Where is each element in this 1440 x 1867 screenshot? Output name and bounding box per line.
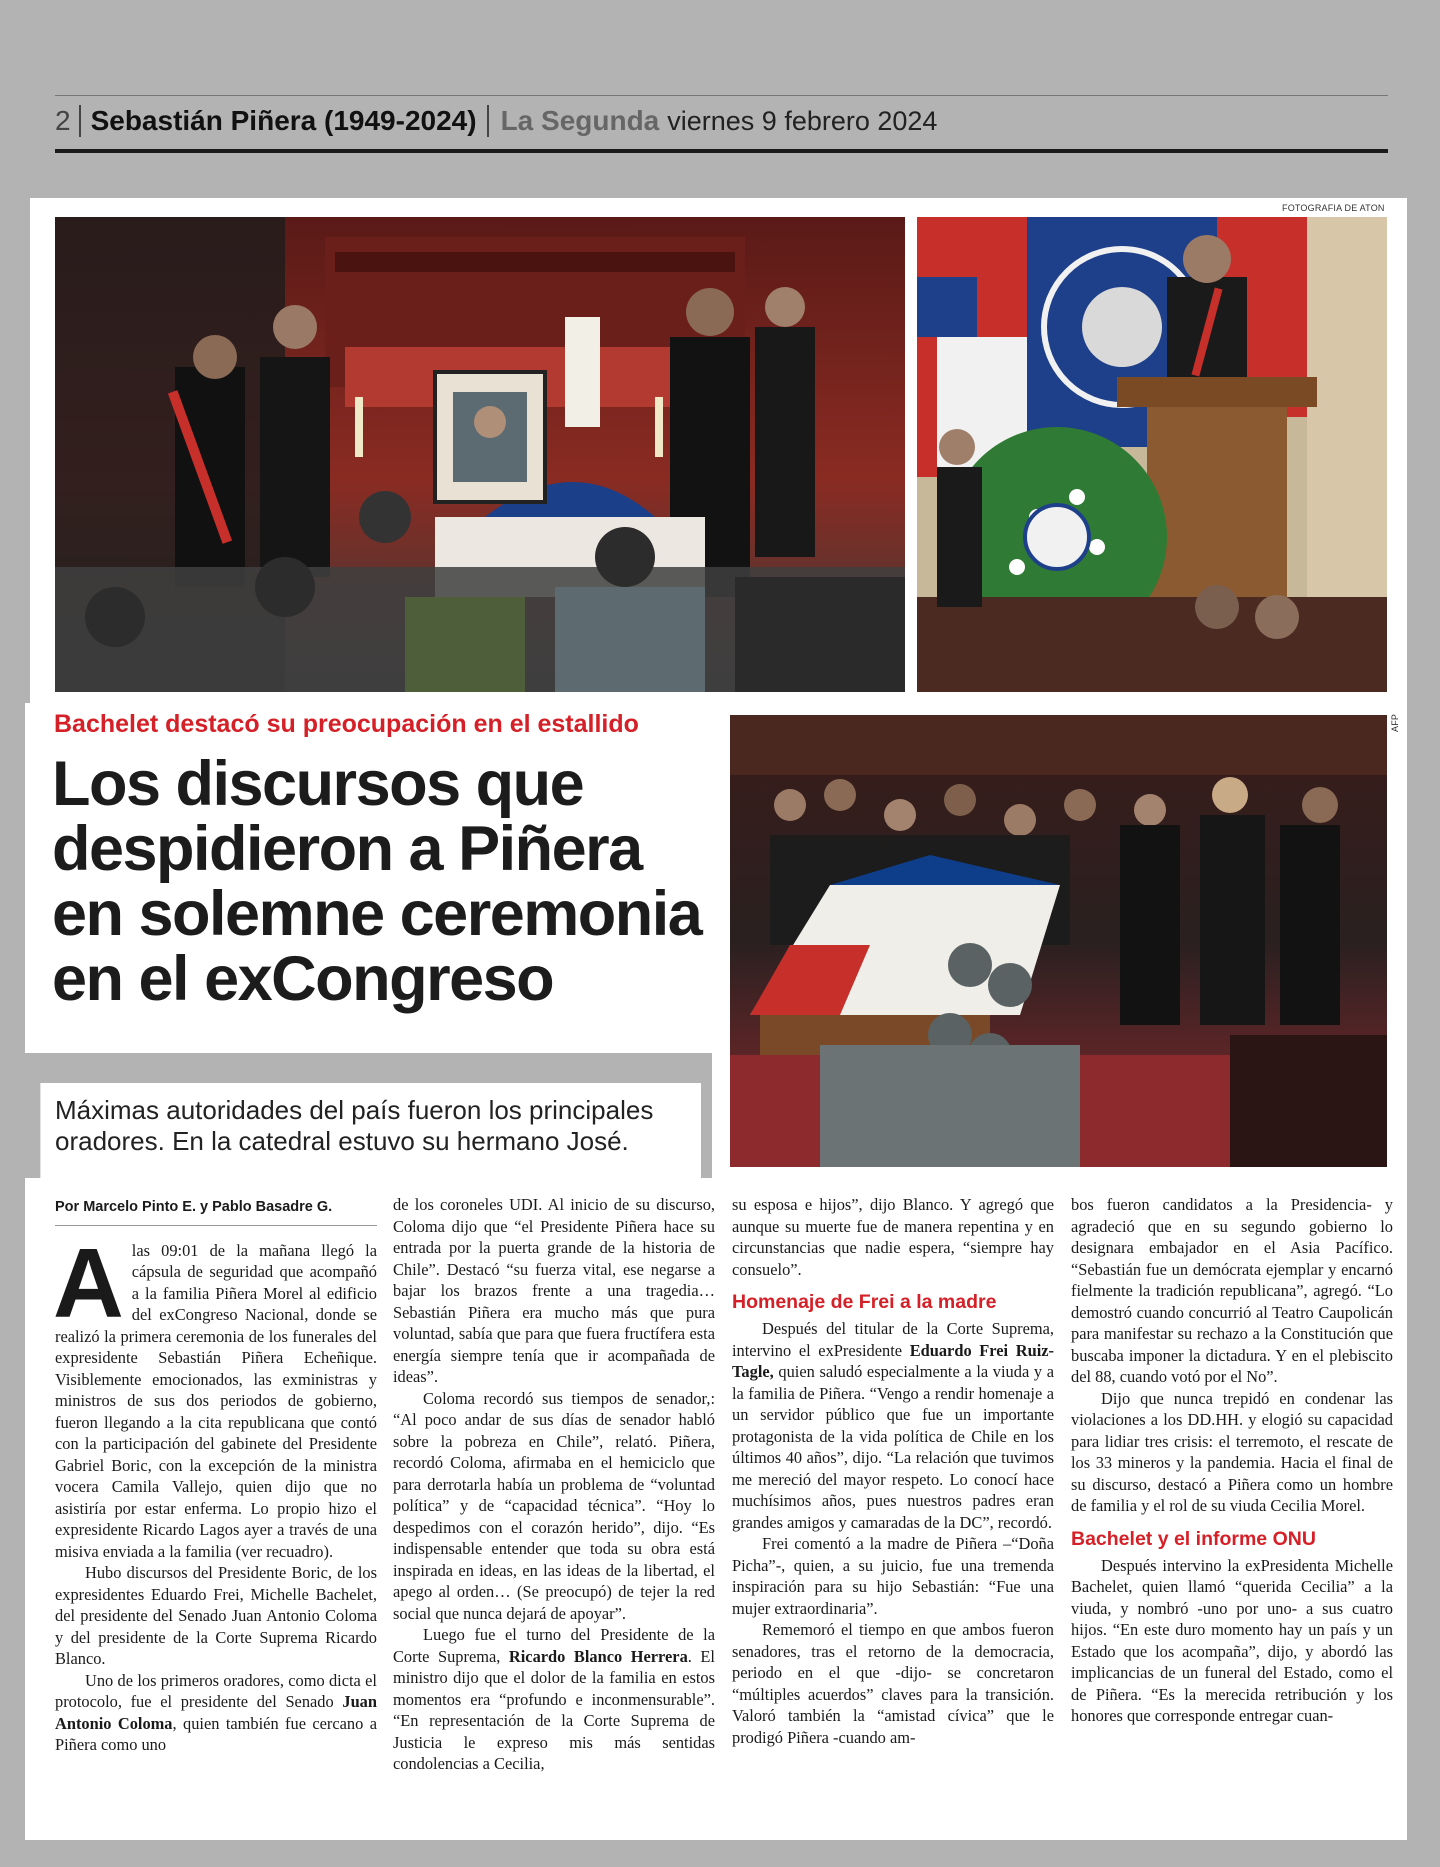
article-column-3 (732, 1194, 1054, 1748)
section-title: Sebastián Piñera (1949-2024) (81, 105, 489, 137)
article-column-2 (393, 1194, 715, 1775)
paragraph: Después intervino la exPresidenta Michelle Bachelet, quien llamó “querida Cecilia” a la viuda, y nombró -uno por uno- a sus cuatro hijos. “En este duro momento hay un país y un Estado que los acompaña”, dijo, y abordó las implicancias de un funeral del Estado, como el de Piñera. “Es la merecida retribución y los honores que corresponde entregar cuan- (1071, 1555, 1393, 1725)
paragraph: de los coroneles UDI. Al inicio de su discurso, Coloma dijo que “el Presidente Piñera hace su entrada por la puerta grande de la historia de Chile”. Destacó “su fuerza vital, ese negarse a bajar los brazos frente a una tragedia… Sebastián Piñera era mucho más que pura voluntad, sabía que para que fuera fructífera esta energía siempre tenía que ir acompañada de ideas”. (393, 1195, 715, 1386)
section-subhead: Bachelet y el informe ONU (1071, 1527, 1316, 1550)
paragraph: Después del titular de la Corte Suprema, intervino el exPresidente Eduardo Frei Ruiz-Tagle, quien saludó especialmente a la viuda y a la familia de Piñera. “Vengo a rendir homenaje a un servidor público que fue un importante protagonista de la vida política de Chile en los últimos 40 años”, dijo. “La relación que tuvimos me mereció del mayor respeto. Lo conocí hace muchísimos años, pues nuestros padres eran grandes amigos y camaradas de la DC”, recordó. (732, 1319, 1055, 1532)
photo-credit-top: FOTOGRAFIA DE ATON (1282, 203, 1385, 213)
paragraph: Hubo discursos del Presidente Boric, de los expresidentes Eduardo Frei, Michelle Bachelet, del presidente del Senado Juan Antonio Coloma y del presidente de la Corte Suprema Ricardo Blanco. (55, 1563, 377, 1668)
paragraph: bos fueron candidatos a la Presidencia- y agradeció que en su segundo gobierno lo designara embajador en el Asia Pacífico. “Sebastián fue un demócrata ejemplar y encarnó fielmente la tradición republicana”, agregó. “Lo demostró cuando concurrió al Teatro Caupolicán para manifestar su rechazo a la Constitución que buscaba imponer la dictadura. Y en el plebiscito del 88, cuando votó por el No”. (1071, 1195, 1393, 1386)
article-kicker: Bachelet destacó su preocupación en el estallido (54, 710, 639, 738)
page-header (55, 100, 937, 142)
paragraph: Luego fue el turno del Presidente de la Corte Suprema, Ricardo Blanco Herrera. El ministro dijo que el dolor de la familia en estos momentos era “profundo e inconmensurable”. “En representación de la Corte Suprema de Justicia le expreso mis más sentidas condolencias a Cecilia, (393, 1625, 715, 1773)
paragraph: Rememoró el tiempo en que ambos fueron senadores, tras el retorno de la democracia, periodo en el que -dijo- se concretaron “múltiples acuerdos” claves para la transición. Valoró también la “amistad cívica” que le prodigó Piñera -cuando am- (732, 1620, 1054, 1747)
speaker-name: Ricardo Blanco Herrera (508, 1646, 688, 1666)
speaker-name: Eduardo Frei Ruiz-Tagle, (732, 1340, 1055, 1381)
drop-cap: A (53, 1227, 124, 1338)
paragraph: Dijo que nunca trepidó en condenar las violaciones a los DD.HH. y elogió su capacidad para lidiar tres crisis: el terremoto, el rescate de los 33 mineros y la pandemia. Hacia el final de su discurso, destacó a Piñera como un hombre de familia y el rol de su viuda Cecilia Morel. (1071, 1388, 1393, 1515)
article-column-4 (1071, 1194, 1393, 1727)
article-deck: Máximas autoridades del país fueron los principales oradores. En la catedral estuvo su hermano José. (55, 1095, 654, 1156)
paragraph: Alas 09:01 de la mañana llegó la cápsula de seguridad que acompañó a la familia Piñera Morel al edificio del exCongreso Nacional, donde se realizó la primera ceremonia de los funerales del expresidente Sebastián Piñera Echeñique. Visiblemente emocionados, las exministras y ministros de sus dos periodos de gobierno, fueron llegando a la cita republicana que contó con la participación del gabinete del Presidente Gabriel Boric, con la excepción de la ministra vocera Camila Vallejo, quien dijo que no asistiría por estar enferma. Lo propio hizo el expresidente Ricardo Lagos ayer a través de una misiva enviada a la familia (ver recuadro). (53, 1227, 377, 1561)
page-number: 2 (55, 105, 81, 137)
paragraph: Uno de los primeros oradores, como dicta el protocolo, fue el presidente del Senado Juan Antonio Coloma, quien también fue cercano a Piñera como uno (55, 1670, 378, 1754)
publication-name: La Segunda (500, 105, 660, 136)
ceremony-honor-guard-photo (55, 217, 905, 692)
paragraph: Coloma recordó sus tiempos de senador,: “Al poco andar de sus días de senador habló sobre la pobreza en Chile”, relató. Piñera, recordó Coloma, afirmaba en el hemiciclo que para derrotarla había un problema de “voluntad política” y de “capacidad técnica”. “Hoy lo despedimos con el corazón herido”, dijo. “Es indispensable entender que toda su obra está inspirada en ideas, en las ideas de la libertad, el apego al orden… (Se preocupó) de tejer la red social que nunca dejará de apoyar”. (393, 1388, 715, 1623)
paragraph: Frei comentó a la madre de Piñera –“Doña Picha”-, quien, a su juicio, fue una tremenda inspiración para su hijo Sebastián: “Fue una mujer extraordinaria”. (732, 1534, 1054, 1618)
article-column-1 (55, 1197, 377, 1756)
paragraph: su esposa e hijos”, dijo Blanco. Y agregó que aunque su muerte fue de manera repentina y en circunstancias que nadie espera, “siempre hay consuelo”. (732, 1195, 1054, 1279)
article-byline: Por Marcelo Pinto E. y Pablo Basadre G. (55, 1197, 377, 1226)
boric-speech-photo (917, 217, 1387, 692)
publication-date: viernes 9 febrero 2024 (667, 105, 938, 136)
speaker-name: Juan Antonio Coloma (55, 1692, 377, 1733)
coffin-procession-photo (730, 715, 1387, 1167)
header-bottom-rule (55, 149, 1388, 153)
header-top-rule (55, 95, 1388, 96)
section-subhead: Homenaje de Frei a la madre (732, 1291, 997, 1313)
photo-credit-side: AFP (1390, 713, 1400, 732)
article-headline: Los discursos que despidieron a Piñera en solemne ceremonia en el exCongreso (52, 749, 702, 1014)
